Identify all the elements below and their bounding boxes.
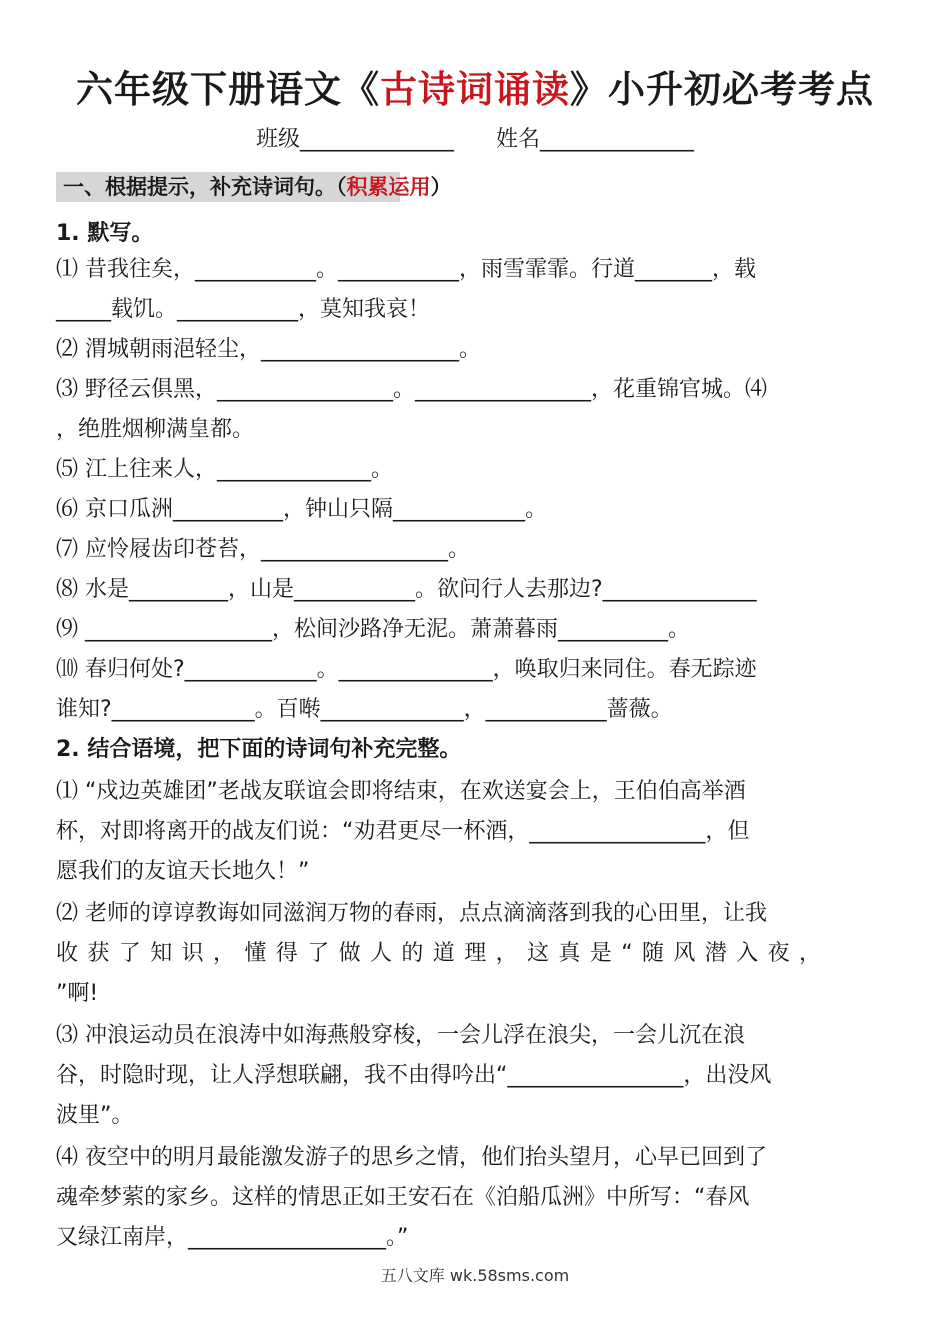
q1-heading: 1. 默写。 [56, 221, 154, 246]
q2-line: ⑷ 夜空中的明月最能激发游子的思乡之情，他们抬头望月，心早已回到了 [56, 1145, 767, 1170]
q2-line: ”啊! [56, 981, 99, 1006]
section-heading [63, 170, 452, 204]
q1-line: ⑹ 京口瓜洲__________，钟山只隔____________。 [56, 497, 547, 522]
q2-heading: 2. 结合语境，把下面的诗词句补充完整。 [56, 737, 462, 762]
q2-line: 魂牵梦萦的家乡。这样的情思正如王安石在《泊船瓜洲》中所写：“春风 [56, 1185, 750, 1210]
q2-line: 愿我们的友谊天长地久！” [56, 859, 310, 884]
q1-line: _____载饥。___________，莫知我哀！ [56, 297, 431, 322]
q2-line: ⑶ 冲浪运动员在浪涛中如海燕般穿梭，一会儿浮在浪尖，一会儿沉在浪 [56, 1023, 745, 1048]
q1-line: ⑽ 春归何处?____________。______________，唤取归来同住。春无踪迹 [56, 657, 757, 682]
q1-line: ⑻ 水是_________，山是___________。欲问行人去那边?______________ [56, 577, 757, 602]
section-heading-text: 一、根据提示，补充诗词句。（ [63, 175, 347, 199]
q1-line: ，绝胜烟柳满皇都。 [56, 417, 255, 442]
q1-line: ⑵ 渭城朝雨浥轻尘，__________________。 [56, 337, 481, 362]
student-info-line: 班级______________ 姓名______________ [256, 127, 694, 152]
q2-line: 波里”。 [56, 1103, 134, 1128]
q2-line: 谷，时隐时现，让人浮想联翩，我不由得吟出“________________，出没风 [56, 1063, 772, 1088]
q1-line: 谁知?_____________。百啭_____________，___________蔷薇。 [56, 697, 673, 722]
title-highlight: 古诗词诵读 [380, 68, 570, 111]
q1-line: ⑺ 应怜屐齿印苍苔，_________________。 [56, 537, 470, 562]
footer-source: 五八文库 wk.58sms.com [380, 1266, 570, 1285]
page-title [0, 64, 950, 116]
section-heading-close: ） [430, 175, 452, 199]
q1-line: ⑴ 昔我往矣，___________。___________，雨雪霏霏。行道_______，载 [56, 257, 756, 282]
q2-line: 收获了知识，懂得了做人的道理，这真是“随风潜入夜， [56, 941, 831, 966]
title-prefix: 六年级下册语文《 [76, 68, 380, 111]
q2-line: ⑴ “戍边英雄团”老战友联谊会即将结束，在欢送宴会上，王伯伯高举酒 [56, 779, 746, 804]
q1-line: ⑶ 野径云俱黑，________________。________________，花重锦官城。⑷ [56, 377, 767, 402]
q2-line: 杯，对即将离开的战友们说：“劝君更尽一杯酒，________________，但 [56, 819, 750, 844]
title-suffix: 》小升初必考考点 [570, 68, 874, 111]
section-heading-tag: 积累运用 [346, 175, 431, 199]
q2-line: 又绿江南岸，__________________。” [56, 1225, 409, 1250]
q1-line: ⑸ 江上往来人，______________。 [56, 457, 393, 482]
q1-line: ⑼ _________________，松间沙路净无泥。萧萧暮雨__________。 [56, 617, 690, 642]
q2-line: ⑵ 老师的谆谆教诲如同滋润万物的春雨，点点滴滴落到我的心田里，让我 [56, 901, 767, 926]
